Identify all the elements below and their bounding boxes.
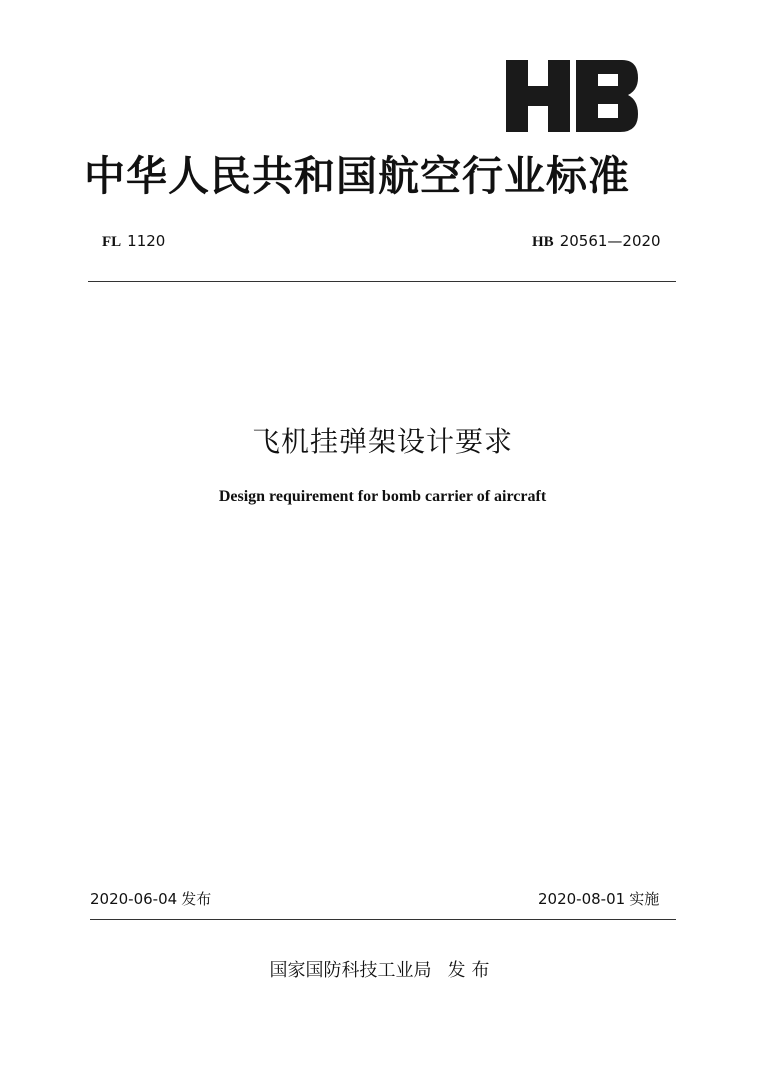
standard-number: 20561—2020 bbox=[559, 232, 661, 250]
issuer-line bbox=[0, 956, 765, 982]
issue-date-block bbox=[90, 888, 211, 909]
implement-date-block bbox=[538, 888, 659, 909]
document-title-cn: 飞机挂弹架设计要求 bbox=[251, 425, 513, 458]
hb-logo-icon bbox=[504, 58, 640, 134]
document-title-en: Design requirement for bomb carrier of aircraft bbox=[218, 488, 547, 505]
issuer-name: 国家国防科技工业局 bbox=[269, 960, 432, 981]
implement-date: 2020-08-01 bbox=[538, 890, 626, 908]
issue-label: 发布 bbox=[181, 890, 212, 908]
classification-number: 1120 bbox=[127, 232, 166, 250]
standard-title: 中华人民共和国航空行业标准 bbox=[84, 152, 630, 200]
header-divider bbox=[88, 281, 676, 282]
standard-code bbox=[532, 232, 661, 251]
issue-date: 2020-06-04 bbox=[90, 890, 178, 908]
classification-prefix: FL bbox=[102, 234, 122, 250]
footer-divider bbox=[90, 919, 676, 920]
standard-prefix: HB bbox=[532, 234, 554, 250]
classification-code bbox=[102, 232, 165, 251]
implement-label: 实施 bbox=[629, 890, 660, 908]
issuer-action: 发布 bbox=[447, 960, 496, 981]
